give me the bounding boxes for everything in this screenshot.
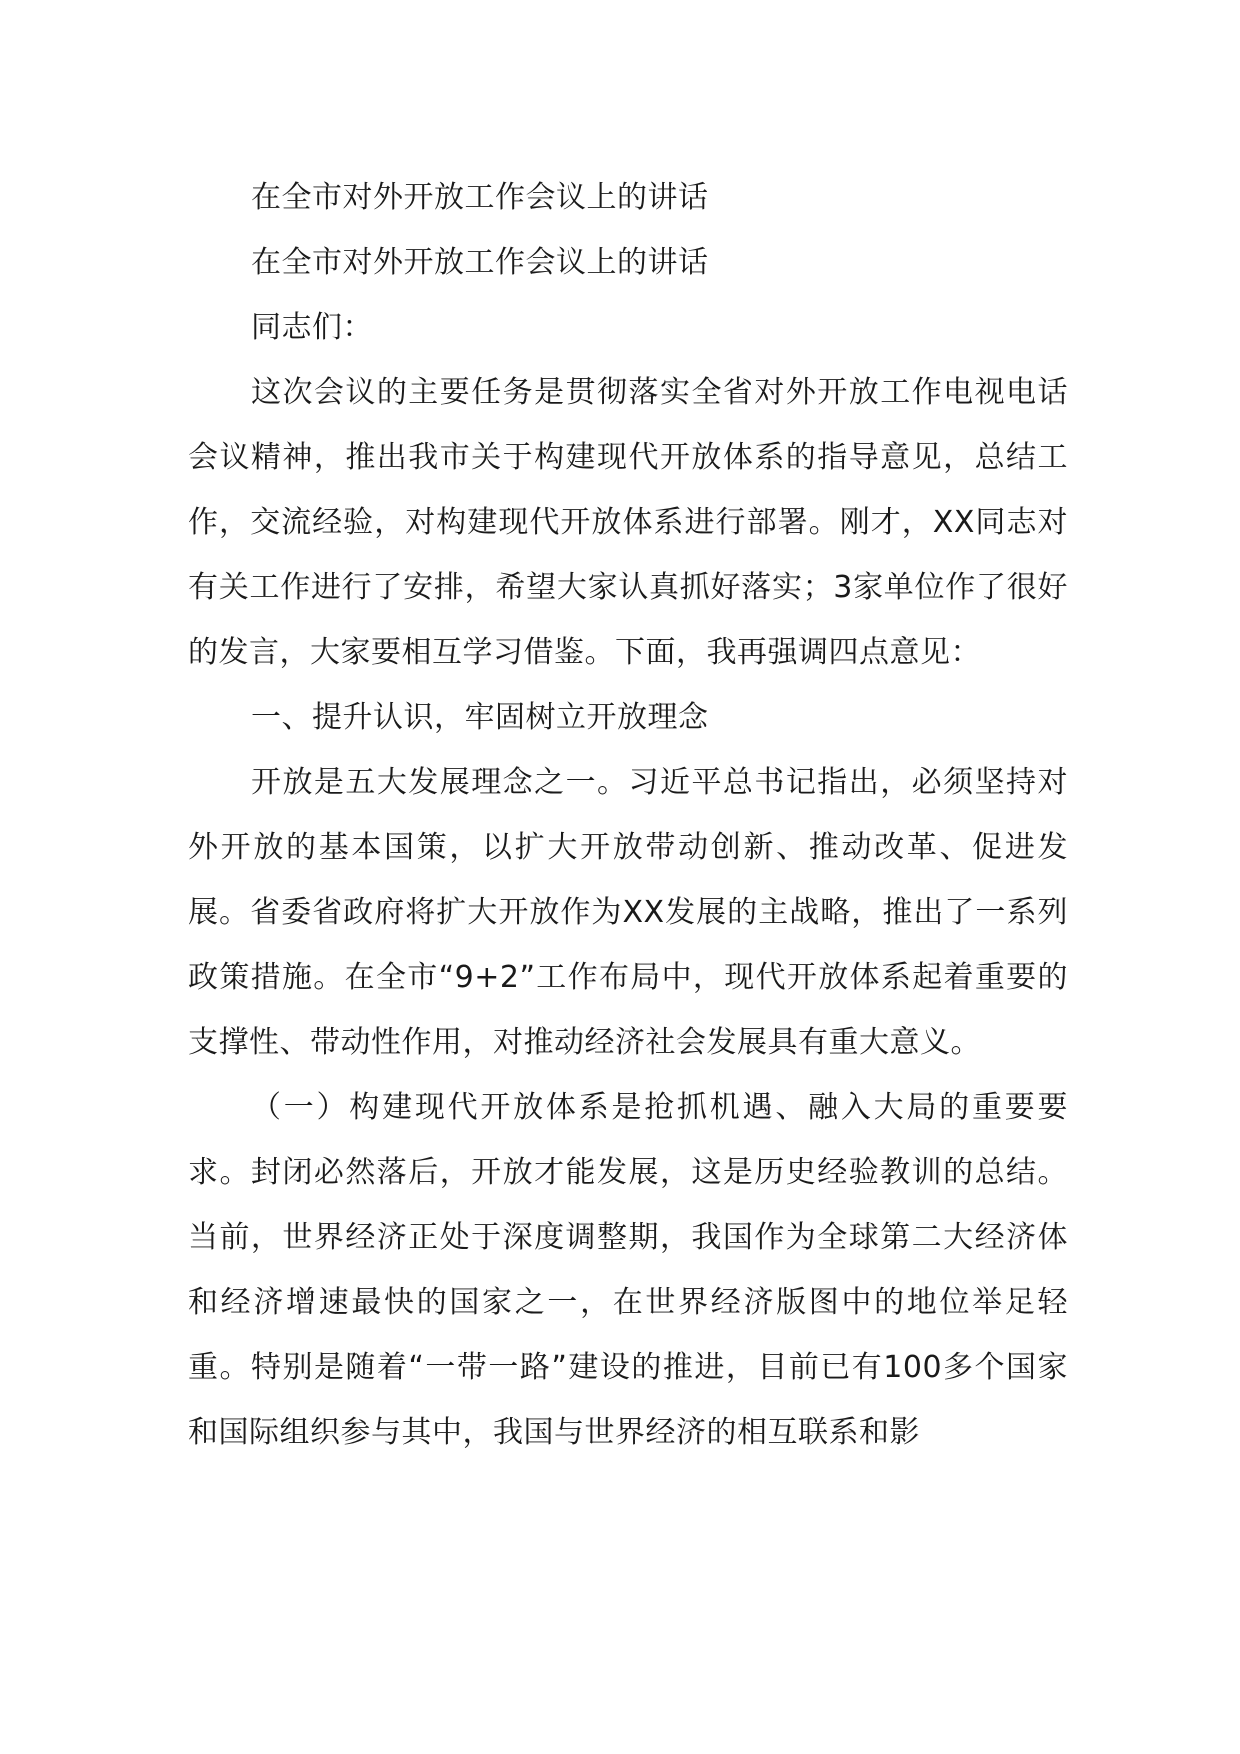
- document-title-repeat: 在全市对外开放工作会议上的讲话: [251, 245, 709, 280]
- document-title: 在全市对外开放工作会议上的讲话: [251, 180, 709, 215]
- paragraph-intro: 这次会议的主要任务是贯彻落实全省对外开放工作电视电话会议精神，推出我市关于构建现代开放体系的指导意见，总结工作，交流经验，对构建现代开放体系进行部署。刚才，XX同志对有关工作进行了安排，希望大家认真抓好落实；3家单位作了很好的发言，大家要相互学习借鉴。下面，我再强调四点意见：: [188, 375, 1068, 670]
- paragraph-subsection-1: （一）构建现代开放体系是抢抓机遇、融入大局的重要要求。封闭必然落后，开放才能发展，这是历史经验教训的总结。当前，世界经济正处于深度调整期，我国作为全球第二大经济体和经济增速最快的国家之一，在世界经济版图中的地位举足轻重。特别是随着“一带一路”建设的推进，目前已有100多个国家和国际组织参与其中，我国与世界经济的相互联系和影: [188, 1090, 1068, 1450]
- section-heading-1: 一、提升认识，牢固树立开放理念: [251, 700, 709, 735]
- paragraph-openness: 开放是五大发展理念之一。习近平总书记指出，必须坚持对外开放的基本国策，以扩大开放带动创新、推动改革、促进发展。省委省政府将扩大开放作为XX发展的主战略，推出了一系列政策措施。在全市“9+2”工作布局中，现代开放体系起着重要的支撑性、带动性作用，对推动经济社会发展具有重大意义。: [188, 765, 1068, 1060]
- salutation: 同志们：: [251, 310, 373, 345]
- document-body: [188, 165, 1068, 1465]
